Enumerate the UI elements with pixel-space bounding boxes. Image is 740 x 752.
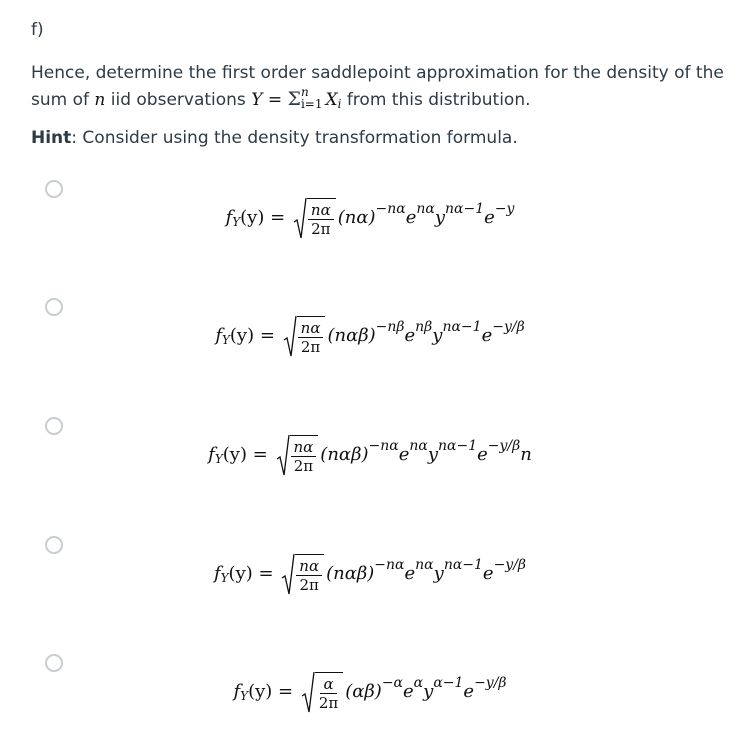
sqrt-radical-icon (276, 433, 290, 477)
formula-base: (nαβ) (327, 325, 376, 346)
answer-formula-5 (0, 670, 740, 714)
hint-text (31, 128, 518, 148)
formula-y: y (434, 207, 446, 228)
math-sum-symbol: Σ (287, 88, 301, 110)
formula-sqrt (283, 314, 326, 358)
question-text-after: from this distribution. (341, 90, 531, 110)
question-text (31, 60, 731, 113)
math-X: X (325, 90, 338, 110)
formula-lhs-arg: (y) = (240, 207, 291, 228)
math-sum-limits (301, 86, 323, 110)
answer-formula-4 (0, 552, 740, 596)
formula-y: y (427, 444, 439, 465)
formula-tail: n (520, 444, 532, 465)
formula-exp2: α (413, 675, 424, 691)
formula-frac-den: 2π (311, 220, 331, 238)
formula-lhs: f (225, 207, 233, 228)
formula-sqrt (301, 670, 343, 714)
formula-frac-den: 2π (300, 338, 321, 356)
formula-lhs-arg: (y) = (222, 444, 274, 465)
formula-exp2: nα (409, 438, 428, 454)
formula-exp4: −y/β (493, 557, 527, 573)
formula-base: (nα) (337, 207, 376, 228)
answer-formula-1 (0, 196, 740, 240)
formula-lhs-arg: (y) = (228, 563, 280, 584)
formula-frac-num: nα (291, 438, 317, 457)
formula-sqrt (281, 552, 324, 596)
formula-sqrt (293, 196, 336, 240)
formula-exp4: −y/β (474, 675, 507, 691)
formula-exp3: nα−1 (442, 319, 482, 335)
formula-lhs: f (213, 563, 221, 584)
formula-exp4: −y/β (492, 319, 525, 335)
formula-e1: e (403, 681, 414, 702)
sqrt-radical-icon (301, 670, 315, 714)
formula-base: (nαβ) (326, 563, 375, 584)
math-Y: Y (251, 90, 263, 110)
formula-lhs: f (208, 444, 215, 465)
formula-frac-num: nα (298, 319, 324, 338)
formula-lhs: f (233, 681, 241, 702)
formula-exp1: −nα (374, 557, 405, 573)
formula-exp1: −nα (375, 201, 406, 217)
formula-frac-den: 2π (299, 576, 319, 594)
formula-frac-den: 2π (318, 694, 339, 712)
formula-exp3: nα−1 (445, 201, 485, 217)
sqrt-radical-icon (293, 196, 307, 240)
formula-y: y (432, 325, 443, 346)
formula-lhs-sub: Y (221, 333, 230, 347)
formula-exp1: −nα (368, 438, 399, 454)
formula-exp2: nβ (415, 319, 433, 335)
question-text-before: Hence, determine the first order saddlepoint approximation for the density of the sum of (31, 63, 724, 110)
formula-e2: e (482, 563, 494, 584)
formula-lhs-sub: Y (232, 215, 241, 229)
part-label: f) (31, 20, 44, 40)
formula-e1: e (404, 563, 416, 584)
formula-lhs-arg: (y) = (248, 681, 299, 702)
formula-frac-num: nα (296, 557, 322, 576)
math-n: n (94, 90, 106, 110)
sqrt-radical-icon (281, 552, 295, 596)
formula-e1: e (404, 325, 416, 346)
formula-frac-num: α (320, 675, 336, 694)
math-sum-lower: i=1 (300, 97, 323, 111)
formula-exp3: α−1 (433, 675, 464, 691)
formula-base: (αβ) (345, 681, 382, 702)
formula-y: y (433, 563, 444, 584)
formula-exp1: −nβ (375, 319, 405, 335)
answer-formula-2 (0, 314, 740, 358)
formula-base: (nαβ) (320, 444, 369, 465)
formula-frac-num: nα (308, 201, 334, 220)
formula-sqrt (276, 433, 319, 477)
hint-bold: Hint (31, 128, 72, 148)
formula-lhs-sub: Y (240, 689, 249, 703)
formula-e2: e (484, 207, 495, 228)
formula-lhs-sub: Y (214, 452, 223, 466)
question-text-mid: iid observations (105, 90, 252, 110)
formula-exp2: nα (415, 557, 434, 573)
formula-y: y (423, 681, 434, 702)
formula-lhs-sub: Y (220, 571, 229, 585)
formula-e2: e (463, 681, 475, 702)
formula-exp2: nα (416, 201, 435, 217)
formula-e2: e (481, 325, 493, 346)
math-X-sub: i (337, 97, 342, 111)
formula-exp3: nα−1 (443, 557, 483, 573)
formula-e2: e (477, 444, 488, 465)
math-sum-upper: n (300, 85, 309, 99)
answer-formula-3 (0, 433, 740, 477)
formula-exp4: −y (494, 201, 515, 217)
hint-body: : Consider using the density transformation formula. (71, 128, 518, 148)
formula-exp4: −y/β (487, 438, 521, 454)
formula-exp1: −α (381, 675, 404, 691)
formula-lhs-arg: (y) = (229, 325, 281, 346)
formula-lhs: f (215, 325, 222, 346)
math-equals: = (262, 90, 288, 110)
sqrt-radical-icon (283, 314, 297, 358)
formula-e1: e (405, 207, 417, 228)
formula-frac-den: 2π (293, 457, 314, 475)
formula-exp3: nα−1 (438, 438, 478, 454)
formula-e1: e (398, 444, 410, 465)
